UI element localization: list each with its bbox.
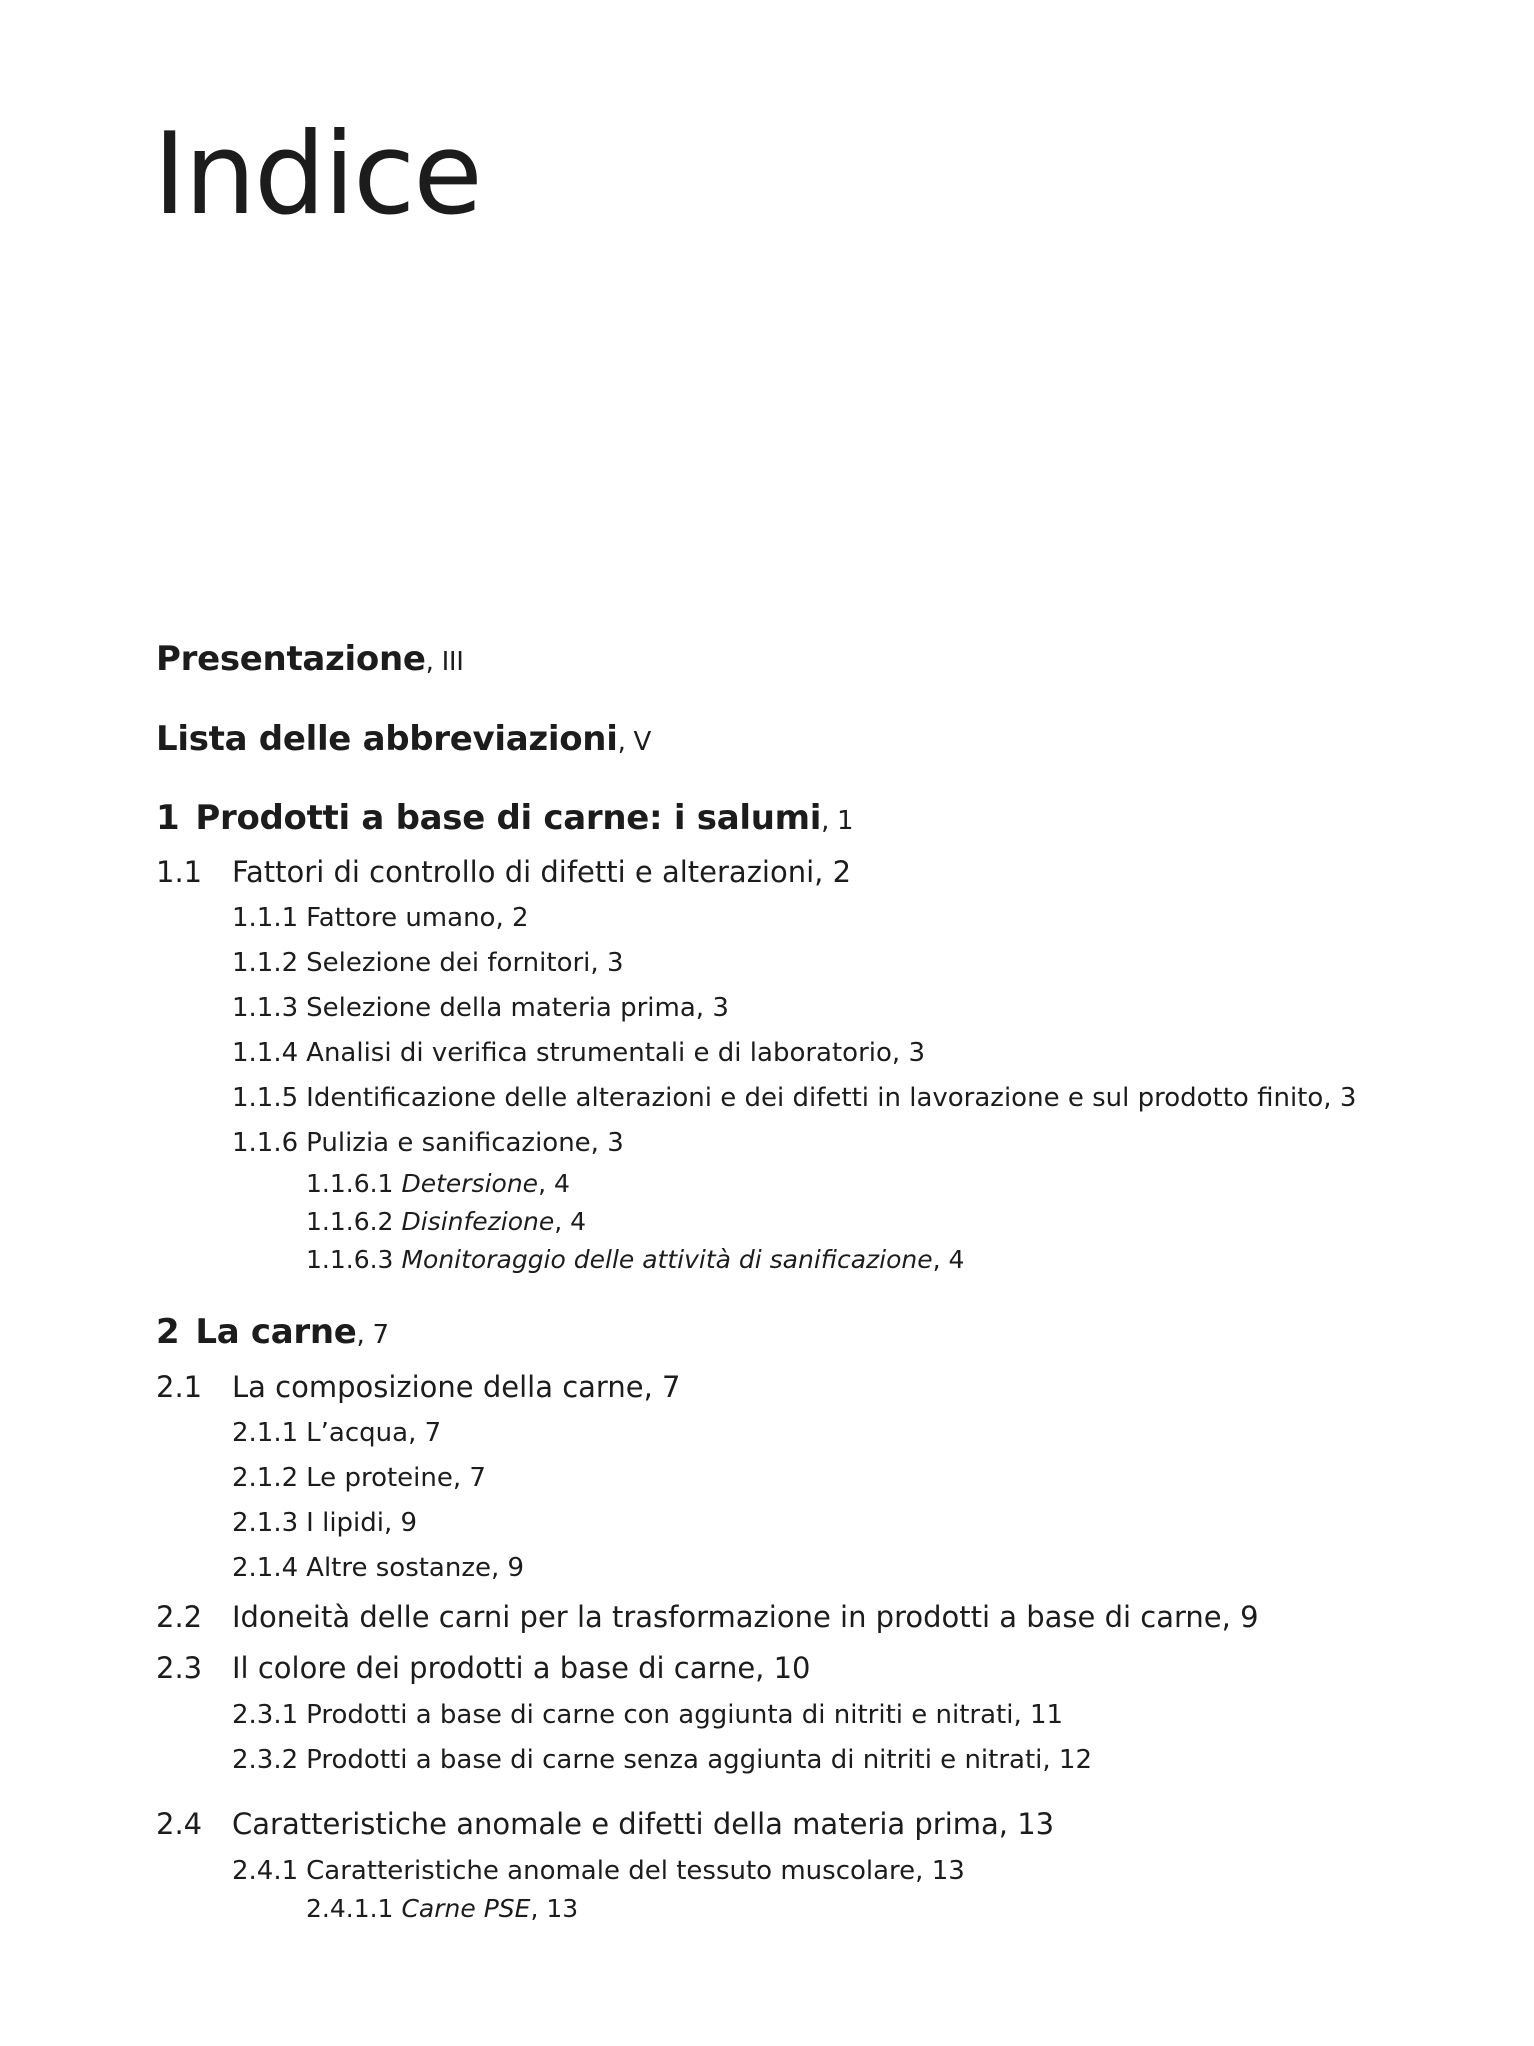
toc-entry-page-number: 4: [948, 1245, 965, 1274]
toc-entry-page-number: 4: [570, 1207, 587, 1236]
toc-entry-title: Detersione: [401, 1169, 539, 1198]
toc-entry-separator: ,: [617, 727, 634, 757]
toc-entry-subsection[interactable]: [232, 995, 729, 1021]
toc-entry-separator: ,: [1323, 1083, 1340, 1113]
toc-entry-page-number: 3: [908, 1038, 925, 1068]
toc-entry-title: Prodotti a base di carne con aggiunta di nitriti e nitrati: [306, 1700, 1014, 1730]
toc-entry-title: Disinfezione: [401, 1207, 555, 1236]
toc-entry-page-number: 11: [1030, 1700, 1064, 1730]
toc-entry-title: Carne PSE: [401, 1894, 531, 1923]
toc-entry-number: 2.4: [156, 1807, 203, 1841]
toc-entry-title: Idoneità delle carni per la trasformazione in prodotti a base di carne: [232, 1600, 1222, 1634]
toc-entry-subsection[interactable]: [232, 1702, 1063, 1728]
toc-entry-separator: ,: [408, 1418, 425, 1448]
toc-entry-page-number: 3: [712, 993, 729, 1023]
toc-entry-number: 2.4.1: [232, 1856, 299, 1886]
toc-entry-separator: ,: [425, 647, 442, 677]
toc-entry-separator: ,: [1221, 1600, 1241, 1634]
toc-entry-number: 2.4.1.1: [306, 1894, 394, 1923]
toc-entry-page-number: 7: [424, 1418, 442, 1448]
toc-entry-page-number: 13: [931, 1856, 965, 1886]
toc-entry-chapter[interactable]: [156, 1312, 389, 1352]
toc-entry-section[interactable]: [156, 1370, 681, 1404]
toc-entry-number: 2.3.1: [232, 1700, 299, 1730]
toc-entry-separator: ,: [554, 1207, 571, 1236]
toc-entry-number: 1.1: [156, 855, 203, 889]
toc-entry-section[interactable]: [156, 1807, 1055, 1841]
toc-entry-page-number: 7: [372, 1320, 389, 1350]
toc-entry-separator: ,: [643, 1370, 663, 1404]
toc-entry-number: 2.1.1: [232, 1418, 299, 1448]
toc-entry-number: 1.1.6.3: [306, 1245, 394, 1274]
toc-entry-subsection[interactable]: [232, 905, 529, 931]
toc-entry-section[interactable]: [156, 1651, 811, 1685]
toc-entry-page-number: 9: [1240, 1600, 1259, 1634]
toc-entry-number: 1.1.6: [232, 1128, 299, 1158]
toc-entry-separator: ,: [891, 1038, 909, 1068]
toc-entry-subsection[interactable]: [232, 1747, 1092, 1773]
toc-entry-title: Selezione della materia prima: [306, 993, 696, 1023]
toc-entry-subsection[interactable]: [232, 1465, 486, 1491]
toc-entry-subsection[interactable]: [232, 1040, 925, 1066]
toc-entry-section[interactable]: [156, 855, 852, 889]
toc-entry-title: Fattore umano: [306, 903, 496, 933]
toc-entry-separator: ,: [590, 1128, 608, 1158]
toc-entry-title: La composizione della carne: [232, 1370, 644, 1404]
toc-entry-number: 2.3: [156, 1651, 203, 1685]
toc-entry-number: 2.1.4: [232, 1553, 299, 1583]
toc-entry-page-number: 3: [607, 1128, 624, 1158]
toc-entry-separator: ,: [932, 1245, 949, 1274]
toc-entry-number: 1.1.2: [232, 948, 299, 978]
toc-entry-separator: ,: [915, 1856, 932, 1886]
toc-entry-subsection[interactable]: [232, 1858, 965, 1884]
toc-entry-subsection[interactable]: [232, 1420, 441, 1446]
toc-entry-page-number: 9: [400, 1508, 418, 1538]
toc-entry-number: 1.1.4: [232, 1038, 299, 1068]
toc-entry-subsection[interactable]: [232, 1555, 524, 1581]
toc-entry-separator: ,: [538, 1169, 554, 1198]
toc-entry-title: Presentazione: [156, 639, 426, 679]
toc-entry-number: 2.2: [156, 1600, 203, 1634]
toc-entry-number: 1.1.1: [232, 903, 299, 933]
toc-entry-subsub[interactable]: [306, 1171, 570, 1196]
toc-entry-subsection[interactable]: [232, 1510, 417, 1536]
toc-entry-title: Prodotti a base di carne: i salumi: [195, 798, 822, 838]
toc-entry-title: Identificazione delle alterazioni e dei difetti in lavorazione e sul prodotto finito: [306, 1083, 1324, 1113]
toc-entry-page-number: III: [441, 647, 464, 677]
toc-entry-number: 1.1.6.1: [306, 1169, 394, 1198]
toc-entry-separator: ,: [530, 1894, 547, 1923]
toc-entry-separator: ,: [814, 855, 833, 889]
toc-entry-number: 1.1.3: [232, 993, 299, 1023]
toc-entry-number: 2.1.2: [232, 1463, 299, 1493]
toc-entry-separator: ,: [590, 948, 607, 978]
toc-entry-page-number: V: [633, 727, 651, 757]
toc-entry-title: La carne: [195, 1312, 357, 1352]
toc-entry-separator: ,: [695, 993, 713, 1023]
toc-entry-number: 1.1.6.2: [306, 1207, 394, 1236]
toc-entry-separator: ,: [1013, 1700, 1030, 1730]
toc-entry-title: Selezione dei fornitori: [306, 948, 591, 978]
toc-entry-section[interactable]: [156, 1600, 1259, 1634]
toc-entry-title: Lista delle abbreviazioni: [156, 719, 618, 759]
toc-entry-title: Il colore dei prodotti a base di carne: [232, 1651, 756, 1685]
toc-entry-number: 1.1.5: [232, 1083, 299, 1113]
toc-entry-subsub[interactable]: [306, 1247, 964, 1272]
toc-entry-page-number: 3: [606, 948, 624, 978]
toc-entry-title: Analisi di verifica strumentali e di laboratorio: [306, 1038, 892, 1068]
toc-entry-page-number: 12: [1058, 1745, 1093, 1775]
toc-entry-title: Monitoraggio delle attività di sanificazione: [401, 1245, 933, 1274]
toc-entry-separator: ,: [821, 806, 838, 836]
toc-entry-separator: ,: [495, 903, 512, 933]
toc-entry-subsub[interactable]: [306, 1209, 586, 1234]
toc-entry-title: Caratteristiche anomale e difetti della materia prima: [232, 1807, 999, 1841]
toc-entry-page-number: 3: [1339, 1083, 1357, 1113]
toc-entry-page-number: 7: [662, 1370, 681, 1404]
toc-entry-subsection[interactable]: [232, 1085, 1356, 1111]
toc-entry-separator: ,: [1042, 1745, 1059, 1775]
toc-entry-title: Fattori di controllo di difetti e alterazioni: [232, 855, 815, 889]
toc-entry-title: Pulizia e sanificazione: [306, 1128, 591, 1158]
toc-entry-title: Le proteine: [306, 1463, 453, 1493]
toc-entry-number: 2: [156, 1312, 180, 1352]
toc-entry-number: 2.3.2: [232, 1745, 299, 1775]
page-title: Indice: [153, 108, 481, 240]
toc-entry-page-number: 2: [832, 855, 852, 889]
toc-entry-subsection[interactable]: [232, 950, 623, 976]
toc-entry-title: Caratteristiche anomale del tessuto muscolare: [306, 1856, 916, 1886]
toc-entry-number: 2.1: [156, 1370, 203, 1404]
toc-entry-separator: ,: [998, 1807, 1018, 1841]
toc-entry-page-number: 10: [773, 1651, 811, 1685]
toc-entry-page-number: 7: [469, 1463, 486, 1493]
toc-entry-page-number: 1: [837, 806, 854, 836]
toc-entry-title: I lipidi: [306, 1508, 384, 1538]
toc-entry-title: Prodotti a base di carne senza aggiunta di nitriti e nitrati: [306, 1745, 1043, 1775]
toc-entry-separator: ,: [491, 1553, 508, 1583]
toc-entry-chapter[interactable]: [156, 639, 464, 679]
toc-entry-chapter[interactable]: [156, 798, 854, 838]
toc-entry-separator: ,: [452, 1463, 470, 1493]
toc-entry-chapter[interactable]: [156, 719, 651, 759]
toc-entry-page-number: 4: [553, 1169, 570, 1198]
toc-entry-subsub[interactable]: [306, 1896, 578, 1921]
toc-entry-page-number: 13: [1017, 1807, 1055, 1841]
toc-entry-title: Altre sostanze: [306, 1553, 491, 1583]
toc-entry-separator: ,: [384, 1508, 401, 1538]
toc-entry-subsection[interactable]: [232, 1130, 624, 1156]
toc-entry-number: 1: [156, 798, 180, 838]
toc-entry-page-number: 9: [507, 1553, 525, 1583]
toc-entry-title: L’acqua: [306, 1418, 409, 1448]
toc-entry-number: 2.1.3: [232, 1508, 299, 1538]
toc-entry-separator: ,: [356, 1320, 373, 1350]
toc-entry-page-number: 2: [512, 903, 529, 933]
toc-entry-page-number: 13: [546, 1894, 579, 1923]
toc-entry-separator: ,: [755, 1651, 774, 1685]
